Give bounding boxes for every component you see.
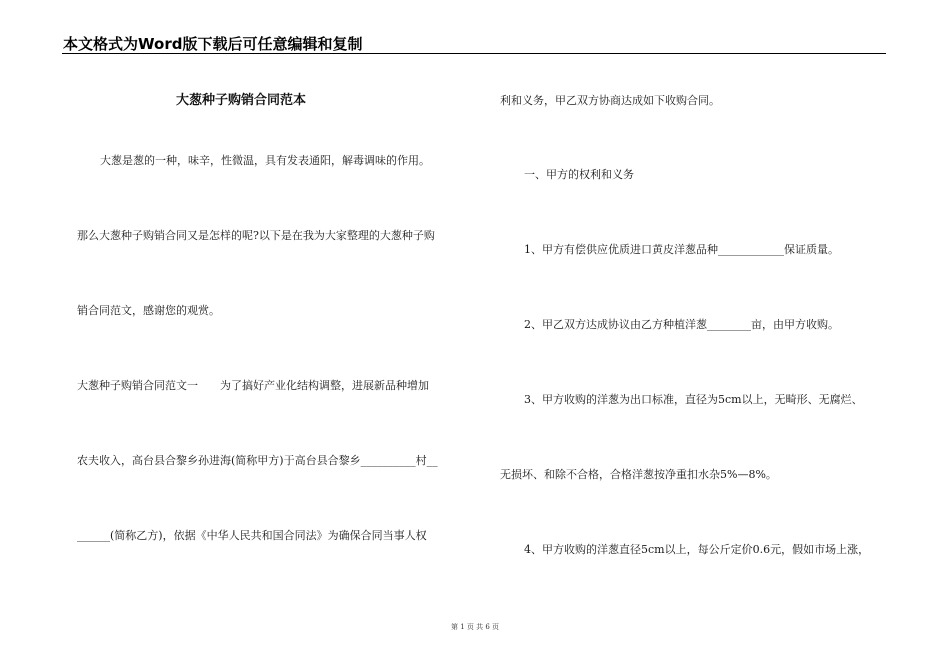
right-column-line: 一、甲方的权利和义务 xyxy=(524,168,634,181)
right-column-line: 3、甲方收购的洋葱为出口标准，直径为5cm以上，无畸形、无腐烂、 xyxy=(524,393,863,406)
right-column-line: 1、甲方有偿供应优质进口黄皮洋葱品种____________保证质量。 xyxy=(524,243,839,256)
left-column-line: ______(简称乙方)，依据《中华人民共和国合同法》为确保合同当事人权 xyxy=(77,529,427,542)
header-rule xyxy=(62,53,886,54)
right-column-line: 利和义务，甲乙双方协商达成如下收购合同。 xyxy=(500,94,720,107)
left-column-line: 那么大葱种子购销合同又是怎样的呢?以下是在我为大家整理的大葱种子购 xyxy=(77,229,435,242)
left-column-line: 农夫收入，高台县合黎乡孙进海(简称甲方)于高台县合黎乡__________村__ xyxy=(77,454,438,467)
document-title: 大葱种子购销合同范本 xyxy=(176,93,307,108)
page-indicator: 第 1 页 共 6 页 xyxy=(450,623,500,631)
download-banner: 本文格式为Word版下载后可任意编辑和复制 xyxy=(63,35,363,53)
left-column-line: 大葱是葱的一种，味辛，性微温，具有发表通阳，解毒调味的作用。 xyxy=(100,154,430,167)
right-column-line: 2、甲乙双方达成协议由乙方种植洋葱________亩，由甲方收购。 xyxy=(524,318,839,331)
right-column-line: 无损坏、和除不合格，合格洋葱按净重扣水杂5%—8%。 xyxy=(500,468,777,481)
right-column-line: 4、甲方收购的洋葱直径5cm以上，每公斤定价0.6元，假如市场上涨， xyxy=(524,543,870,556)
left-column-line: 销合同范文，感谢您的观赏。 xyxy=(77,304,220,317)
left-column-line: 大葱种子购销合同范文一 为了搞好产业化结构调整，进展新品种增加 xyxy=(77,379,429,392)
